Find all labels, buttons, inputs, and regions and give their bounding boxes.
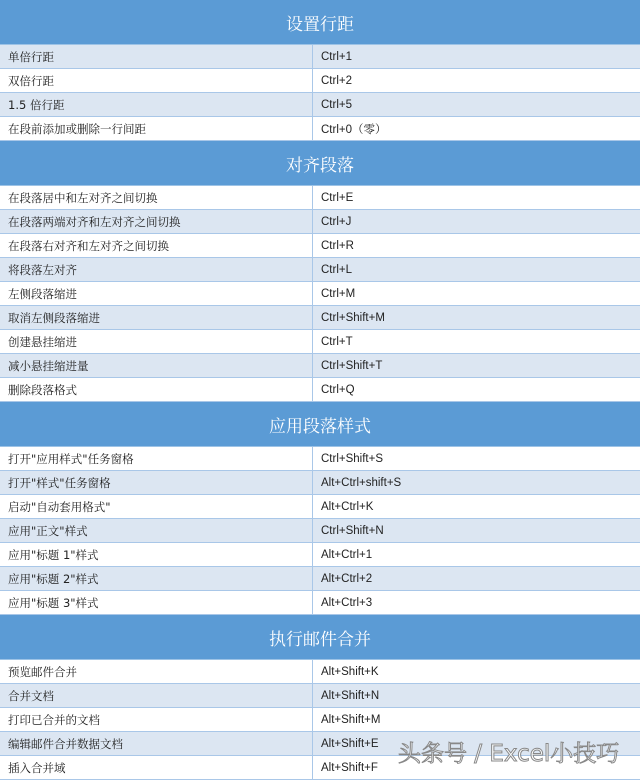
action-cell: 删除段落格式 xyxy=(0,378,313,401)
action-cell: 编辑邮件合并数据文档 xyxy=(0,732,313,755)
table-row xyxy=(0,495,640,519)
table-row xyxy=(0,447,640,471)
action-cell: 插入合并域 xyxy=(0,756,313,779)
shortcut-cell: Ctrl+2 xyxy=(321,74,352,87)
table-row xyxy=(0,69,640,93)
table-row xyxy=(0,567,640,591)
shortcut-cell: Ctrl+Q xyxy=(321,383,355,396)
table-row xyxy=(0,519,640,543)
table-row xyxy=(0,330,640,354)
shortcut-cell: Alt+Ctrl+1 xyxy=(321,548,373,561)
shortcut-cell: Ctrl+L xyxy=(321,263,352,276)
action-cell: 打开"样式"任务窗格 xyxy=(0,471,313,494)
table-row xyxy=(0,117,640,141)
shortcut-cell: Ctrl+J xyxy=(321,215,352,228)
shortcut-cell: Ctrl+M xyxy=(321,287,356,300)
shortcut-cell: Ctrl+5 xyxy=(321,98,352,111)
watermark: 头条号 / Excel小技巧 xyxy=(398,741,620,767)
action-cell: 在段落居中和左对齐之间切换 xyxy=(0,186,313,209)
action-cell: 在段落两端对齐和左对齐之间切换 xyxy=(0,210,313,233)
shortcut-cell: Alt+Ctrl+2 xyxy=(321,572,373,585)
shortcut-cell: Ctrl+Shift+T xyxy=(321,359,383,372)
table-row xyxy=(0,45,640,69)
table-row xyxy=(0,471,640,495)
action-cell: 应用"标题 2"样式 xyxy=(0,567,313,590)
table-row xyxy=(0,660,640,684)
action-cell: 取消左侧段落缩进 xyxy=(0,306,313,329)
shortcut-cell: Ctrl+Shift+S xyxy=(321,452,383,465)
action-cell: 应用"标题 3"样式 xyxy=(0,591,313,614)
table-row xyxy=(0,306,640,330)
table-row xyxy=(0,378,640,402)
action-cell: 左侧段落缩进 xyxy=(0,282,313,305)
shortcut-cell: Ctrl+R xyxy=(321,239,354,252)
table-row xyxy=(0,210,640,234)
table-row xyxy=(0,708,640,732)
table-row xyxy=(0,282,640,306)
table-row xyxy=(0,258,640,282)
shortcut-cell: Alt+Ctrl+shift+S xyxy=(321,476,402,489)
table-row xyxy=(0,354,640,378)
action-cell: 在段前添加或删除一行间距 xyxy=(0,117,313,140)
action-cell: 预览邮件合并 xyxy=(0,660,313,683)
action-cell: 双倍行距 xyxy=(0,69,313,92)
table-row xyxy=(0,93,640,117)
action-cell: 应用"正文"样式 xyxy=(0,519,313,542)
action-cell: 在段落右对齐和左对齐之间切换 xyxy=(0,234,313,257)
table-row xyxy=(0,684,640,708)
shortcut-cell: Alt+Shift+M xyxy=(321,713,381,726)
shortcut-cell: Ctrl+Shift+M xyxy=(321,311,385,324)
section-header: 执行邮件合并 xyxy=(0,615,640,660)
section-header: 应用段落样式 xyxy=(0,402,640,447)
shortcut-cell: Alt+Shift+F xyxy=(321,761,378,774)
shortcut-cell: Ctrl+E xyxy=(321,191,354,204)
action-cell: 启动"自动套用格式" xyxy=(0,495,313,518)
action-cell: 1.5 倍行距 xyxy=(0,93,313,116)
action-cell: 合并文档 xyxy=(0,684,313,707)
action-cell: 减小悬挂缩进量 xyxy=(0,354,313,377)
shortcut-cell: Ctrl+0（零） xyxy=(321,123,387,136)
section-header: 对齐段落 xyxy=(0,141,640,186)
action-cell: 应用"标题 1"样式 xyxy=(0,543,313,566)
shortcut-cell: Alt+Ctrl+3 xyxy=(321,596,373,609)
table-row xyxy=(0,186,640,210)
shortcut-cell: Ctrl+1 xyxy=(321,50,352,63)
action-cell: 创建悬挂缩进 xyxy=(0,330,313,353)
table-row xyxy=(0,591,640,615)
shortcut-cell: Alt+Shift+E xyxy=(321,737,379,750)
section-header: 设置行距 xyxy=(0,0,640,45)
shortcut-cell: Ctrl+T xyxy=(321,335,353,348)
shortcut-cell: Alt+Ctrl+K xyxy=(321,500,374,513)
table-row xyxy=(0,756,640,780)
shortcut-cell: Alt+Shift+N xyxy=(321,689,380,702)
table-row xyxy=(0,732,640,756)
shortcut-cell: Alt+Shift+K xyxy=(321,665,379,678)
table-row xyxy=(0,234,640,258)
table-row xyxy=(0,543,640,567)
action-cell: 将段落左对齐 xyxy=(0,258,313,281)
action-cell: 打开"应用样式"任务窗格 xyxy=(0,447,313,470)
shortcut-cell: Ctrl+Shift+N xyxy=(321,524,384,537)
action-cell: 单倍行距 xyxy=(0,45,313,68)
action-cell: 打印已合并的文档 xyxy=(0,708,313,731)
